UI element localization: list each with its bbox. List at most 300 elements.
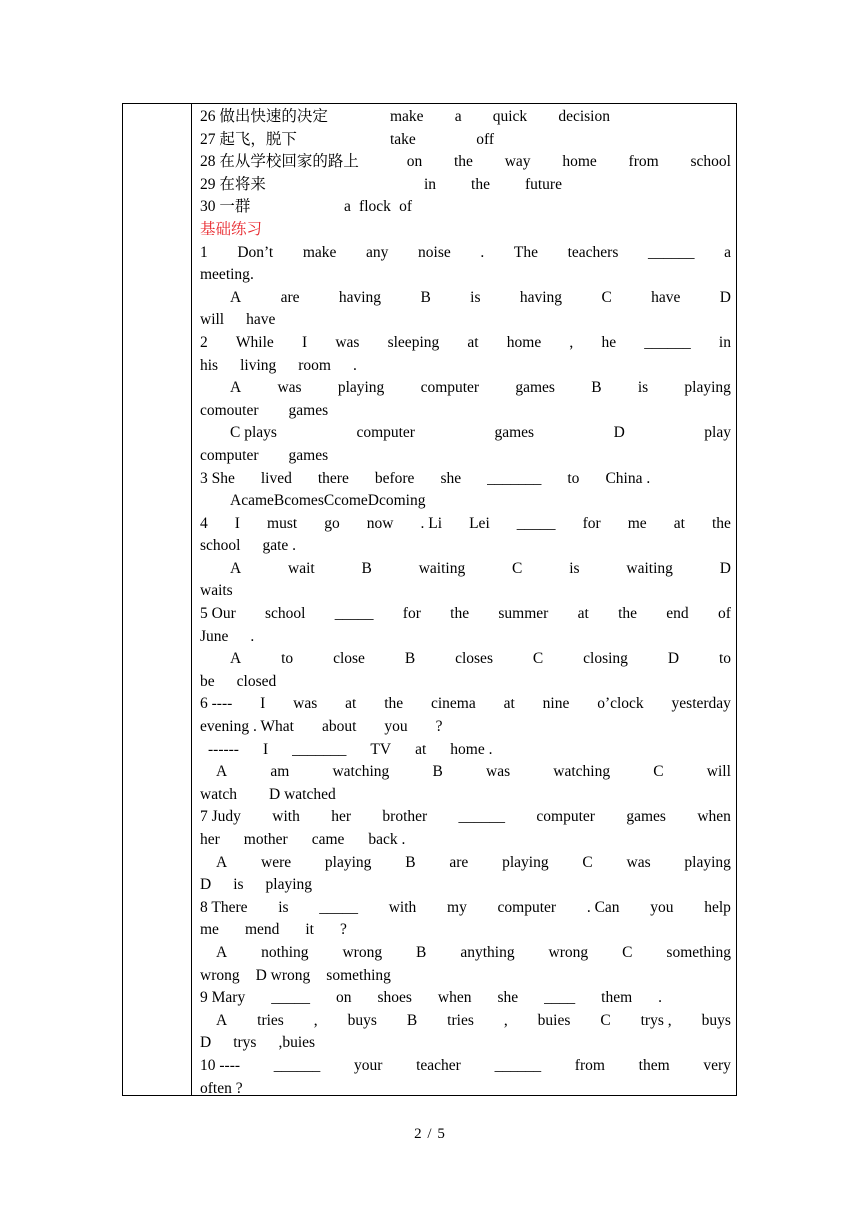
exercise-word: C plays (230, 424, 277, 442)
exercise-line (200, 422, 731, 445)
vocab-english (344, 196, 412, 219)
exercise-word: games (494, 424, 535, 442)
exercise-word: _______ (292, 740, 347, 758)
vocab-line (200, 151, 731, 174)
exercise-line (200, 558, 731, 581)
exercise-word: closes (455, 650, 493, 668)
vocab-word: of (399, 198, 412, 216)
exercise-word: me (200, 921, 219, 939)
exercise-word: she (497, 989, 519, 1007)
exercise-word: was (335, 333, 360, 351)
exercise-word: While (235, 333, 274, 351)
exercise-word: home (506, 333, 542, 351)
exercise-line (200, 580, 731, 603)
exercise-word: closed (236, 672, 277, 690)
exercise-word: ____ (544, 989, 576, 1007)
exercise-word: . (352, 356, 357, 374)
exercise-word: C (600, 1011, 611, 1029)
exercise-word: coming (378, 492, 426, 510)
exercise-word: is (233, 876, 244, 894)
exercise-word: o’clock (597, 695, 644, 713)
vocab-word: in (424, 175, 437, 193)
exercise-word: nothing (261, 943, 309, 961)
exercise-word: _____ (319, 898, 359, 916)
exercise-word: D watched (269, 785, 336, 803)
exercise-word: B (404, 650, 416, 668)
exercise-word: home . (450, 740, 493, 758)
exercise-word: in (718, 333, 731, 351)
exercise-line (200, 400, 731, 423)
exercise-word: ? (340, 921, 347, 939)
page-number: 2 / 5 (414, 1126, 446, 1142)
exercise-word: B (406, 1011, 418, 1029)
exercise-word: at (415, 740, 427, 758)
exercise-word: he (601, 333, 617, 351)
exercise-word: back . (368, 831, 406, 848)
exercise-word: was (486, 763, 511, 781)
exercise-word: on (335, 989, 352, 1007)
exercise-line (200, 693, 731, 716)
exercise-line (200, 513, 731, 536)
exercise-word: my (447, 898, 467, 916)
exercise-word: B (432, 763, 443, 781)
vocab-word: a (344, 198, 351, 216)
exercise-word: C (653, 763, 664, 781)
exercise-word: waiting (626, 559, 673, 577)
exercise-word: she (440, 469, 462, 487)
exercise-word: will (200, 311, 225, 329)
exercise-word: wrong (548, 943, 589, 961)
exercise-line (200, 445, 731, 468)
exercise-word: shoes (377, 989, 412, 1007)
vocab-word: school (690, 153, 731, 171)
exercise-line (200, 468, 731, 491)
vocab-chinese: 26 做出快速的决定 (200, 108, 328, 125)
vocab-english (390, 106, 610, 129)
exercise-word: waits (200, 582, 233, 600)
exercise-word: A (216, 853, 228, 871)
exercise-word: living (240, 356, 277, 374)
section-title: 基础练习 (200, 220, 263, 238)
exercise-word: computer (200, 446, 259, 464)
exercise-word: of (717, 605, 731, 623)
exercise-word: _____ (516, 514, 556, 532)
exercise-word: TV (370, 740, 392, 758)
exercise-word: for (582, 514, 601, 532)
vocab-word: on (406, 153, 423, 171)
exercise-word: games (626, 808, 666, 826)
exercise-word: watch (200, 785, 238, 803)
exercise-word: , (503, 1011, 508, 1029)
exercise-line (200, 784, 731, 807)
exercise-word: D (367, 492, 379, 510)
exercise-word: now (366, 514, 394, 532)
exercise-word: B (416, 943, 427, 961)
exercise-word: often ? (200, 1079, 243, 1097)
exercise-word: it (305, 921, 314, 939)
vocab-english (407, 151, 731, 174)
exercise-word: A (230, 650, 242, 668)
exercise-word: playing (337, 379, 385, 397)
exercise-word: mother (243, 831, 288, 848)
exercise-word: _______ (487, 469, 542, 487)
exercise-word: sleeping (387, 333, 440, 351)
exercise-word: yesterday (671, 695, 731, 713)
exercise-word: ,buies (278, 1034, 316, 1052)
exercise-word: computer (497, 898, 557, 916)
exercise-word: playing (684, 853, 731, 871)
exercise-word: her (200, 831, 220, 848)
exercise-word: A (230, 492, 242, 510)
exercise-word: , (569, 333, 574, 351)
exercise-word: trys (233, 1034, 257, 1052)
exercise-word: B (273, 492, 285, 510)
exercise-line (200, 603, 731, 626)
exercise-word: I (262, 740, 269, 758)
exercise-word: was (277, 379, 302, 397)
exercise-word: school (200, 537, 241, 555)
table-column-divider (191, 104, 192, 1095)
exercise-word: is (569, 559, 580, 577)
exercise-line (200, 309, 731, 332)
exercise-word: having (338, 288, 382, 306)
vocab-chinese: 30 一群 (200, 198, 251, 216)
exercise-word: something (666, 943, 731, 961)
exercise-line (200, 965, 731, 988)
exercise-word: your (353, 1056, 383, 1074)
exercise-word: the (384, 695, 404, 713)
exercise-word: came (311, 831, 345, 848)
exercise-word: June (200, 627, 229, 645)
exercise-word: make (302, 243, 337, 261)
exercise-word: when (697, 808, 731, 826)
exercise-word: when (437, 989, 472, 1007)
exercise-word: C (512, 559, 523, 577)
exercise-word: is (470, 288, 481, 306)
exercise-word: 4 (200, 514, 208, 532)
exercise-word: having (519, 288, 563, 306)
exercise-word: something (326, 966, 391, 984)
exercise-word: China . (605, 469, 651, 487)
exercise-line (200, 919, 731, 942)
exercise-word: 3 She (200, 469, 235, 487)
exercise-word: from (574, 1056, 605, 1074)
exercise-word: . (658, 989, 663, 1007)
exercise-word: 5 Our (200, 605, 236, 623)
vocab-word: home (562, 153, 597, 171)
exercise-line (200, 377, 731, 400)
exercise-word: very (703, 1056, 731, 1074)
exercise-word: computer (420, 379, 480, 397)
exercise-line (200, 648, 731, 671)
exercise-word: playing (502, 853, 549, 871)
exercise-word: cinema (430, 695, 476, 713)
exercise-word: C (532, 650, 544, 668)
exercise-word: gate . (262, 537, 297, 555)
exercise-word: summer (498, 605, 549, 623)
exercise-word: will (706, 763, 731, 781)
exercise-word: . Li (420, 514, 443, 532)
exercise-word: C (622, 943, 633, 961)
exercise-word: a (724, 243, 731, 261)
exercise-word: _____ (334, 605, 374, 623)
exercise-word: came (241, 492, 274, 510)
exercise-word: her (331, 808, 352, 826)
exercise-word: is (278, 898, 289, 916)
exercise-word: 6 ---- (200, 695, 233, 713)
exercise-word: go (324, 514, 340, 532)
exercise-word: watching (553, 763, 611, 781)
exercise-word: be (200, 672, 215, 690)
exercise-word: computer (356, 424, 415, 442)
exercise-word: playing (324, 853, 372, 871)
exercise-line (200, 761, 731, 784)
exercise-line (200, 1032, 731, 1055)
exercise-word: Lei (469, 514, 490, 532)
exercise-line (200, 806, 731, 829)
exercise-word: C (582, 853, 593, 871)
exercise-word: brother (382, 808, 428, 826)
exercise-line (200, 739, 731, 762)
exercise-line (200, 1055, 731, 1078)
exercise-line (200, 535, 731, 558)
exercise-word: C (601, 288, 612, 306)
exercise-word: games (288, 401, 329, 419)
exercise-word: have (651, 288, 681, 306)
vocab-english (424, 174, 562, 197)
exercise-word: 7 Judy (200, 808, 241, 826)
exercise-word: tries (447, 1011, 474, 1029)
exercise-word: comes (284, 492, 324, 510)
exercise-word: with (388, 898, 417, 916)
exercise-word: end (666, 605, 689, 623)
exercise-word: buys (701, 1011, 731, 1029)
exercise-word: are (449, 853, 469, 871)
vocab-chinese: 28 在从学校回家的路上 (200, 153, 359, 171)
exercise-word: ______ (644, 333, 691, 351)
exercise-word: 9 Mary (200, 989, 246, 1007)
exercise-word: I (234, 514, 240, 532)
exercise-word: playing (265, 876, 313, 894)
exercise-word: D (667, 650, 680, 668)
exercise-word: mend (244, 921, 280, 939)
exercise-word: wait (288, 559, 315, 577)
exercise-word: to (718, 650, 731, 668)
exercise-line (200, 355, 731, 378)
exercise-word: them (601, 989, 633, 1007)
vocab-word: quick (492, 108, 528, 125)
vocab-chinese: 27 起飞，脱下 (200, 130, 297, 148)
exercise-word: them (638, 1056, 670, 1074)
exercise-line (200, 671, 731, 694)
exercise-word: wrong (342, 943, 383, 961)
exercise-word: noise (418, 243, 451, 261)
exercise-word: A (216, 943, 228, 961)
exercise-word: , (313, 1011, 318, 1029)
exercise-word: D (613, 424, 625, 442)
exercise-word: to (567, 469, 580, 487)
exercise-word: D wrong (255, 966, 311, 984)
exercise-word: ? (435, 718, 443, 736)
exercise-word: play (704, 424, 731, 442)
vocab-word: flock (359, 198, 391, 216)
exercise-word: computer (536, 808, 595, 826)
exercise-line (200, 287, 731, 310)
vocab-word: make (390, 108, 424, 125)
exercise-word: waiting (418, 559, 466, 577)
table-content-cell (200, 106, 731, 1100)
exercise-word: to (281, 650, 294, 668)
exercise-word: ______ (273, 1056, 321, 1074)
exercise-word: for (402, 605, 421, 623)
vocab-line (200, 129, 731, 152)
exercise-line (200, 242, 731, 265)
exercise-word: ______ (494, 1056, 542, 1074)
exercise-word: at (467, 333, 479, 351)
exercise-line (200, 1078, 731, 1101)
vocab-word: take (390, 130, 416, 148)
exercise-word: lived (260, 469, 292, 487)
exercise-word: before (374, 469, 415, 487)
exercise-line (200, 942, 731, 965)
vocab-word: a (454, 108, 462, 125)
exercise-word: A (216, 1011, 228, 1029)
exercise-line (200, 874, 731, 897)
exercise-word: buies (537, 1011, 571, 1029)
exercise-word: . (250, 627, 255, 645)
exercise-word: anything (460, 943, 515, 961)
exercise-word: D (719, 559, 731, 577)
exercise-word: 8 There (200, 898, 248, 916)
exercise-line (200, 897, 731, 920)
exercise-word: B (361, 559, 372, 577)
exercise-word: school (265, 605, 306, 623)
exercise-word: comouter (200, 401, 259, 419)
exercise-word: were (261, 853, 292, 871)
exercise-word: there (317, 469, 349, 487)
vocab-line (200, 196, 731, 219)
exercise-word: ------ (208, 740, 239, 758)
exercise-line (200, 490, 731, 513)
exercise-word: at (673, 514, 685, 532)
exercise-word: 10 ---- (200, 1056, 241, 1074)
exercise-word: me (627, 514, 647, 532)
exercise-word: the (711, 514, 731, 532)
exercise-line (200, 332, 731, 355)
exercise-word: watching (332, 763, 390, 781)
exercise-word: A (230, 559, 242, 577)
exercise-word: evening . What (200, 718, 294, 736)
exercise-word: games (288, 446, 329, 464)
exercise-word: ______ (458, 808, 506, 826)
exercise-word: The (513, 243, 538, 261)
exercise-word: buys (347, 1011, 377, 1029)
vocab-word: way (504, 153, 531, 171)
exercise-word: A (216, 763, 228, 781)
exercise-word: closing (583, 650, 628, 668)
exercise-word: B (420, 288, 431, 306)
exercise-word: A (230, 379, 242, 397)
exercise-word: C (323, 492, 335, 510)
exercise-word: room (298, 356, 331, 374)
exercise-word: am (270, 763, 290, 781)
exercise-word: the (618, 605, 637, 623)
vocab-line (200, 174, 731, 197)
exercise-table (122, 103, 737, 1096)
exercise-word: I (301, 333, 308, 351)
vocab-word: off (476, 130, 494, 148)
exercise-word: playing (684, 379, 731, 397)
exercise-line (200, 1010, 731, 1033)
exercise-word: are (280, 288, 300, 306)
exercise-line (200, 829, 731, 852)
exercise-word: must (267, 514, 298, 532)
exercise-word: at (345, 695, 357, 713)
exercise-word: trys , (640, 1011, 672, 1029)
exercise-word: B (405, 853, 416, 871)
exercise-word: teacher (416, 1056, 461, 1074)
exercise-word: the (450, 605, 470, 623)
exercise-word: any (366, 243, 389, 261)
exercise-word: teachers (567, 243, 619, 261)
exercise-word: Don’t (237, 243, 274, 261)
vocab-word: the (454, 153, 473, 171)
exercise-word: games (515, 379, 555, 397)
exercise-word: . (249, 266, 254, 284)
exercise-word: was (626, 853, 651, 871)
exercise-word: come (334, 492, 368, 510)
exercise-word: 2 (200, 333, 208, 351)
exercise-word: help (704, 898, 731, 916)
exercise-word: nine (542, 695, 570, 713)
exercise-word: at (503, 695, 515, 713)
exercise-word: close (333, 650, 365, 668)
exercise-line (200, 852, 731, 875)
vocab-chinese: 29 在将来 (200, 175, 266, 193)
exercise-word: B (591, 379, 602, 397)
vocab-line (200, 106, 731, 129)
exercise-word: have (246, 311, 276, 329)
exercise-word: A (230, 288, 242, 306)
exercise-word: you (650, 898, 674, 916)
exercise-word: at (577, 605, 589, 623)
exercise-word: about (321, 718, 357, 736)
exercise-word: tries (257, 1011, 284, 1029)
exercise-word: I (260, 695, 266, 713)
exercise-word: . Can (586, 898, 620, 916)
vocab-word: future (524, 175, 562, 193)
exercise-word: is (637, 379, 649, 397)
exercise-word: . (480, 243, 485, 261)
exercise-word: meeting (200, 266, 250, 284)
exercise-line (200, 716, 731, 739)
exercise-word: 1 (200, 243, 208, 261)
exercise-word: you (384, 718, 408, 736)
exercise-word: _____ (271, 989, 310, 1007)
exercise-word: was (293, 695, 318, 713)
exercise-word: with (272, 808, 300, 826)
vocab-english (390, 129, 494, 152)
exercise-word: wrong (200, 966, 240, 984)
exercise-word: D (200, 876, 212, 894)
exercise-word: his (200, 356, 219, 374)
exercise-line (200, 987, 731, 1010)
exercise-line (200, 626, 731, 649)
vocab-word: the (471, 175, 490, 193)
vocab-word: decision (558, 108, 610, 125)
exercise-word: ______ (647, 243, 695, 261)
exercise-word: D (200, 1034, 212, 1052)
